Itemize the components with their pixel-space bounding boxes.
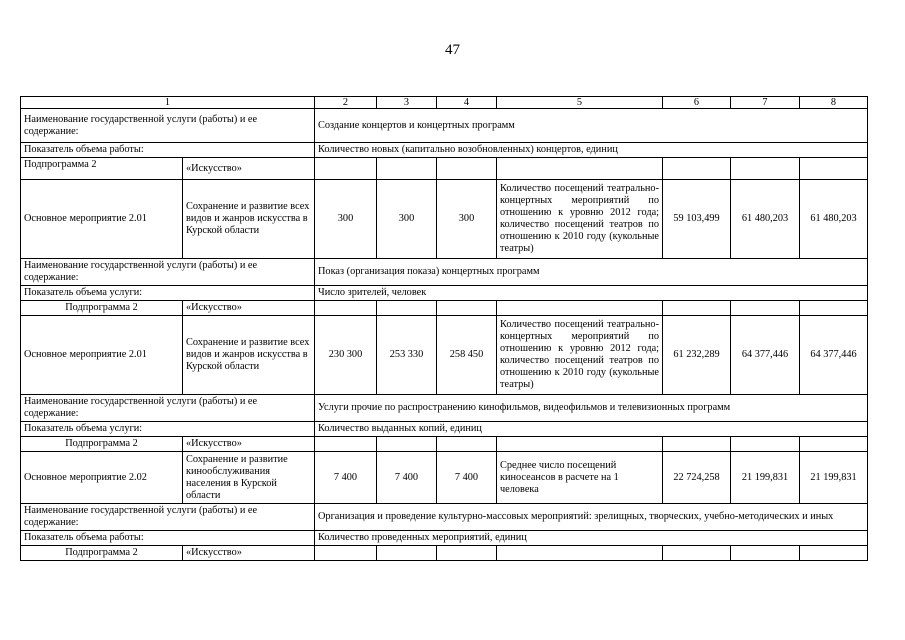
service-row: [21, 259, 868, 286]
value-col-2: 7 400: [315, 452, 377, 504]
target-indicator: Количество посещений театрально-концертных мероприятий по отношению к уровню 2012 года; количество посещений театров по отношению к 2010 году (кукольные театры): [497, 180, 663, 259]
services-table: [20, 96, 868, 561]
subprogram-label: Подпрограмма 2: [21, 158, 183, 180]
service-value: Создание концертов и концертных программ: [315, 109, 868, 143]
event-label: Основное мероприятие 2.01: [21, 180, 183, 259]
subprogram-label: Подпрограмма 2: [21, 546, 183, 561]
value-col-3: 253 330: [377, 316, 437, 395]
value-col-4: 258 450: [437, 316, 497, 395]
subprogram-value: «Искусство»: [183, 301, 315, 316]
subprogram-value: «Искусство»: [183, 158, 315, 180]
subprogram-row: [21, 546, 868, 561]
subprogram-value: «Искусство»: [183, 437, 315, 452]
indicator-label: Показатель объема работы:: [21, 531, 315, 546]
indicator-row: [21, 422, 868, 437]
service-label: Наименование государственной услуги (работы) и ее содержание:: [21, 109, 315, 143]
event-name: Сохранение и развитие всех видов и жанров искусства в Курской области: [183, 316, 315, 395]
subprogram-row: [21, 437, 868, 452]
indicator-row: [21, 286, 868, 301]
event-row: [21, 316, 868, 395]
indicator-value: Количество выданных копий, единиц: [315, 422, 868, 437]
value-col-8: 64 377,446: [800, 316, 868, 395]
page-number: 47: [445, 42, 460, 58]
header-col-8: 8: [800, 97, 868, 109]
indicator-row: [21, 143, 868, 158]
header-col-5: 5: [497, 97, 663, 109]
indicator-value: Количество проведенных мероприятий, единиц: [315, 531, 868, 546]
value-col-4: 7 400: [437, 452, 497, 504]
service-value: Показ (организация показа) концертных программ: [315, 259, 868, 286]
value-col-7: 61 480,203: [731, 180, 800, 259]
indicator-label: Показатель объема услуги:: [21, 422, 315, 437]
event-label: Основное мероприятие 2.02: [21, 452, 183, 504]
indicator-value: Количество новых (капитально возобновленных) концертов, единиц: [315, 143, 868, 158]
target-indicator: Количество посещений театрально-концертных мероприятий по отношению к уровню 2012 года; количество посещений театров по отношению к 2010 году (кукольные театры): [497, 316, 663, 395]
event-label: Основное мероприятие 2.01: [21, 316, 183, 395]
event-row: [21, 180, 868, 259]
event-name: Сохранение и развитие всех видов и жанров искусства в Курской области: [183, 180, 315, 259]
service-row: [21, 395, 868, 422]
value-col-3: 300: [377, 180, 437, 259]
header-col-1: 1: [21, 97, 315, 109]
value-col-6: 59 103,499: [663, 180, 731, 259]
service-label: Наименование государственной услуги (работы) и ее содержание:: [21, 395, 315, 422]
subprogram-label: Подпрограмма 2: [21, 437, 183, 452]
value-col-7: 64 377,446: [731, 316, 800, 395]
service-label: Наименование государственной услуги (работы) и ее содержание:: [21, 504, 315, 531]
target-indicator: Среднее число посещений киносеансов в расчете на 1 человека: [497, 452, 663, 504]
indicator-label: Показатель объема услуги:: [21, 286, 315, 301]
subprogram-label: Подпрограмма 2: [21, 301, 183, 316]
header-col-3: 3: [377, 97, 437, 109]
header-col-7: 7: [731, 97, 800, 109]
subprogram-row: [21, 301, 868, 316]
header-col-2: 2: [315, 97, 377, 109]
value-col-4: 300: [437, 180, 497, 259]
event-name: Сохранение и развитие кинообслуживания населения в Курской области: [183, 452, 315, 504]
header-col-4: 4: [437, 97, 497, 109]
value-col-7: 21 199,831: [731, 452, 800, 504]
value-col-6: 22 724,258: [663, 452, 731, 504]
value-col-2: 230 300: [315, 316, 377, 395]
subprogram-value: «Искусство»: [183, 546, 315, 561]
indicator-value: Число зрителей, человек: [315, 286, 868, 301]
service-row: [21, 109, 868, 143]
value-col-3: 7 400: [377, 452, 437, 504]
service-value: Услуги прочие по распространению кинофильмов, видеофильмов и телевизионных программ: [315, 395, 868, 422]
subprogram-row: [21, 158, 868, 180]
header-row: [21, 97, 868, 109]
value-col-2: 300: [315, 180, 377, 259]
service-value: Организация и проведение культурно-массовых мероприятий: зрелищных, творческих, учебно-методических и иных: [315, 504, 868, 531]
value-col-6: 61 232,289: [663, 316, 731, 395]
service-label: Наименование государственной услуги (работы) и ее содержание:: [21, 259, 315, 286]
service-row: [21, 504, 868, 531]
event-row: [21, 452, 868, 504]
indicator-row: [21, 531, 868, 546]
header-col-6: 6: [663, 97, 731, 109]
value-col-8: 21 199,831: [800, 452, 868, 504]
value-col-8: 61 480,203: [800, 180, 868, 259]
indicator-label: Показатель объема работы:: [21, 143, 315, 158]
